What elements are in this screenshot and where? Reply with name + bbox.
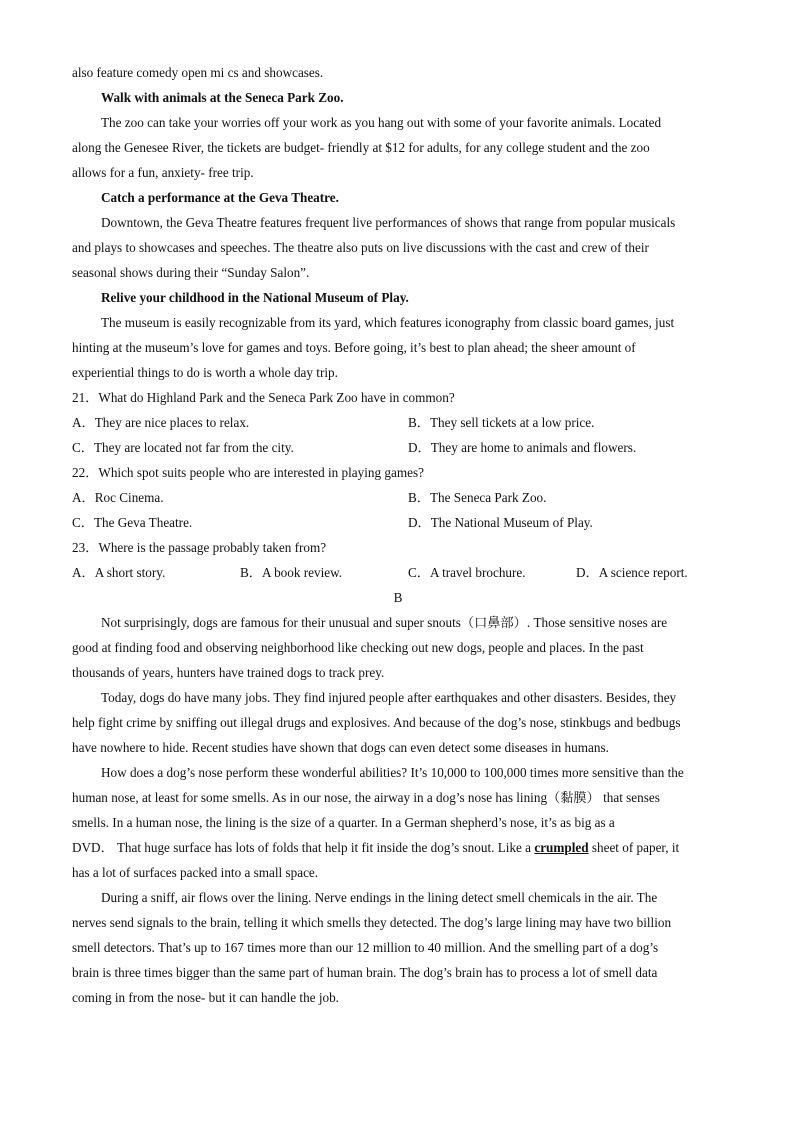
- question-23-option-b[interactable]: B．A book review.: [240, 565, 343, 580]
- b-paragraph-3-line: has a lot of surfaces packed into a small space.: [72, 865, 319, 880]
- b-paragraph-4-line: During a sniff, air flows over the lining. Nerve endings in the lining detect smell chemicals in the air. The: [101, 890, 658, 905]
- question-22-option-d[interactable]: D．The National Museum of Play.: [408, 515, 593, 530]
- document-page: [72, 60, 724, 1010]
- question-23-option-a[interactable]: A．A short story.: [72, 565, 166, 580]
- b-paragraph-1-line: Not surprisingly, dogs are famous for their unusual and super snouts（口鼻部）. Those sensitive noses are: [101, 615, 668, 630]
- intro-tail-text: also feature comedy open mi cs and showcases.: [72, 65, 324, 80]
- b-paragraph-1-line: good at finding food and observing neighborhood like checking out new dogs, people and places. In the past: [72, 640, 644, 655]
- b-paragraph-2-line: help fight crime by sniffing out illegal drugs and explosives. And because of the dog’s nose, stinkbugs and bedbugs: [72, 715, 681, 730]
- b-paragraph-1-line: thousands of years, hunters have trained dogs to track prey.: [72, 665, 385, 680]
- geva-paragraph-line: and plays to showcases and speeches. The theatre also puts on live discussions with the cast and crew of their: [72, 240, 649, 255]
- keyword-crumpled: crumpled: [534, 840, 589, 855]
- b-paragraph-3-text: sheet of paper, it: [588, 840, 680, 855]
- zoo-paragraph-line: The zoo can take your worries off your work as you hang out with some of your favorite animals. Located: [101, 115, 662, 130]
- question-23-option-c[interactable]: C．A travel brochure.: [408, 565, 526, 580]
- geva-paragraph-line: Downtown, the Geva Theatre features frequent live performances of shows that range from popular musicals: [101, 215, 676, 230]
- museum-paragraph-line: experiential things to do is worth a whole day trip.: [72, 365, 338, 380]
- b-paragraph-2-line: Today, dogs do have many jobs. They find injured people after earthquakes and other disasters. Besides, they: [101, 690, 677, 705]
- geva-heading: Catch a performance at the Geva Theatre.: [101, 190, 339, 205]
- question-23-option-d[interactable]: D．A science report.: [576, 565, 688, 580]
- question-21-options-row: [72, 410, 724, 435]
- zoo-paragraph-line: along the Genesee River, the tickets are budget- friendly at $12 for adults, for any college student and the zoo: [72, 140, 650, 155]
- b-paragraph-4-line: nerves send signals to the brain, telling it which smells they detected. The dog’s large lining may have two billion: [72, 915, 672, 930]
- museum-heading: Relive your childhood in the National Museum of Play.: [101, 290, 409, 305]
- museum-paragraph-line: The museum is easily recognizable from its yard, which features iconography from classic board games, just: [101, 315, 675, 330]
- zoo-heading: Walk with animals at the Seneca Park Zoo.: [101, 90, 344, 105]
- b-paragraph-2-line: have nowhere to hide. Recent studies have shown that dogs can even detect some diseases in humans.: [72, 740, 609, 755]
- question-21-options-row: [72, 435, 724, 460]
- b-paragraph-4-line: smell detectors. That’s up to 167 times more than our 12 million to 40 million. And the smelling part of a dog’s: [72, 940, 659, 955]
- question-21-option-c[interactable]: C．They are located not far from the city.: [72, 440, 294, 455]
- question-21-option-b[interactable]: B．They sell tickets at a low price.: [408, 415, 595, 430]
- question-22-options-row: [72, 485, 724, 510]
- question-21-option-a[interactable]: A．They are nice places to relax.: [72, 415, 250, 430]
- b-paragraph-3-line: smells. In a human nose, the lining is the size of a quarter. In a German shepherd’s nose, it’s as big as a: [72, 815, 615, 830]
- question-22-stem: 22．Which spot suits people who are interested in playing games?: [72, 465, 424, 480]
- b-paragraph-3-line: human nose, at least for some smells. As in our nose, the airway in a dog’s nose has lining（黏膜） that senses: [72, 790, 660, 805]
- question-22-option-a[interactable]: A．Roc Cinema.: [72, 490, 164, 505]
- geva-paragraph-line: seasonal shows during their “Sunday Salon”.: [72, 265, 310, 280]
- question-22-option-c[interactable]: C．The Geva Theatre.: [72, 515, 193, 530]
- question-23-options-row: [72, 560, 724, 585]
- b-paragraph-3-line: How does a dog’s nose perform these wonderful abilities? It’s 10,000 to 100,000 times more sensitive than the: [101, 765, 684, 780]
- b-paragraph-3-line: [72, 835, 724, 860]
- zoo-paragraph-line: allows for a fun, anxiety- free trip.: [72, 165, 254, 180]
- question-22-option-b[interactable]: B．The Seneca Park Zoo.: [408, 490, 547, 505]
- question-23-stem: 23．Where is the passage probably taken from?: [72, 540, 327, 555]
- section-b-label: B: [393, 590, 403, 605]
- question-21-option-d[interactable]: D．They are home to animals and flowers.: [408, 440, 637, 455]
- question-21-stem: 21．What do Highland Park and the Seneca Park Zoo have in common?: [72, 390, 455, 405]
- question-22-options-row: [72, 510, 724, 535]
- museum-paragraph-line: hinting at the museum’s love for games and toys. Before going, it’s best to plan ahead; the sheer amount of: [72, 340, 636, 355]
- b-paragraph-4-line: coming in from the nose- but it can handle the job.: [72, 990, 339, 1005]
- b-paragraph-3-text: DVD． That huge surface has lots of folds that help it fit inside the dog’s snout. Like a: [72, 840, 535, 855]
- b-paragraph-4-line: brain is three times bigger than the same part of human brain. The dog’s brain has to process a lot of smell data: [72, 965, 658, 980]
